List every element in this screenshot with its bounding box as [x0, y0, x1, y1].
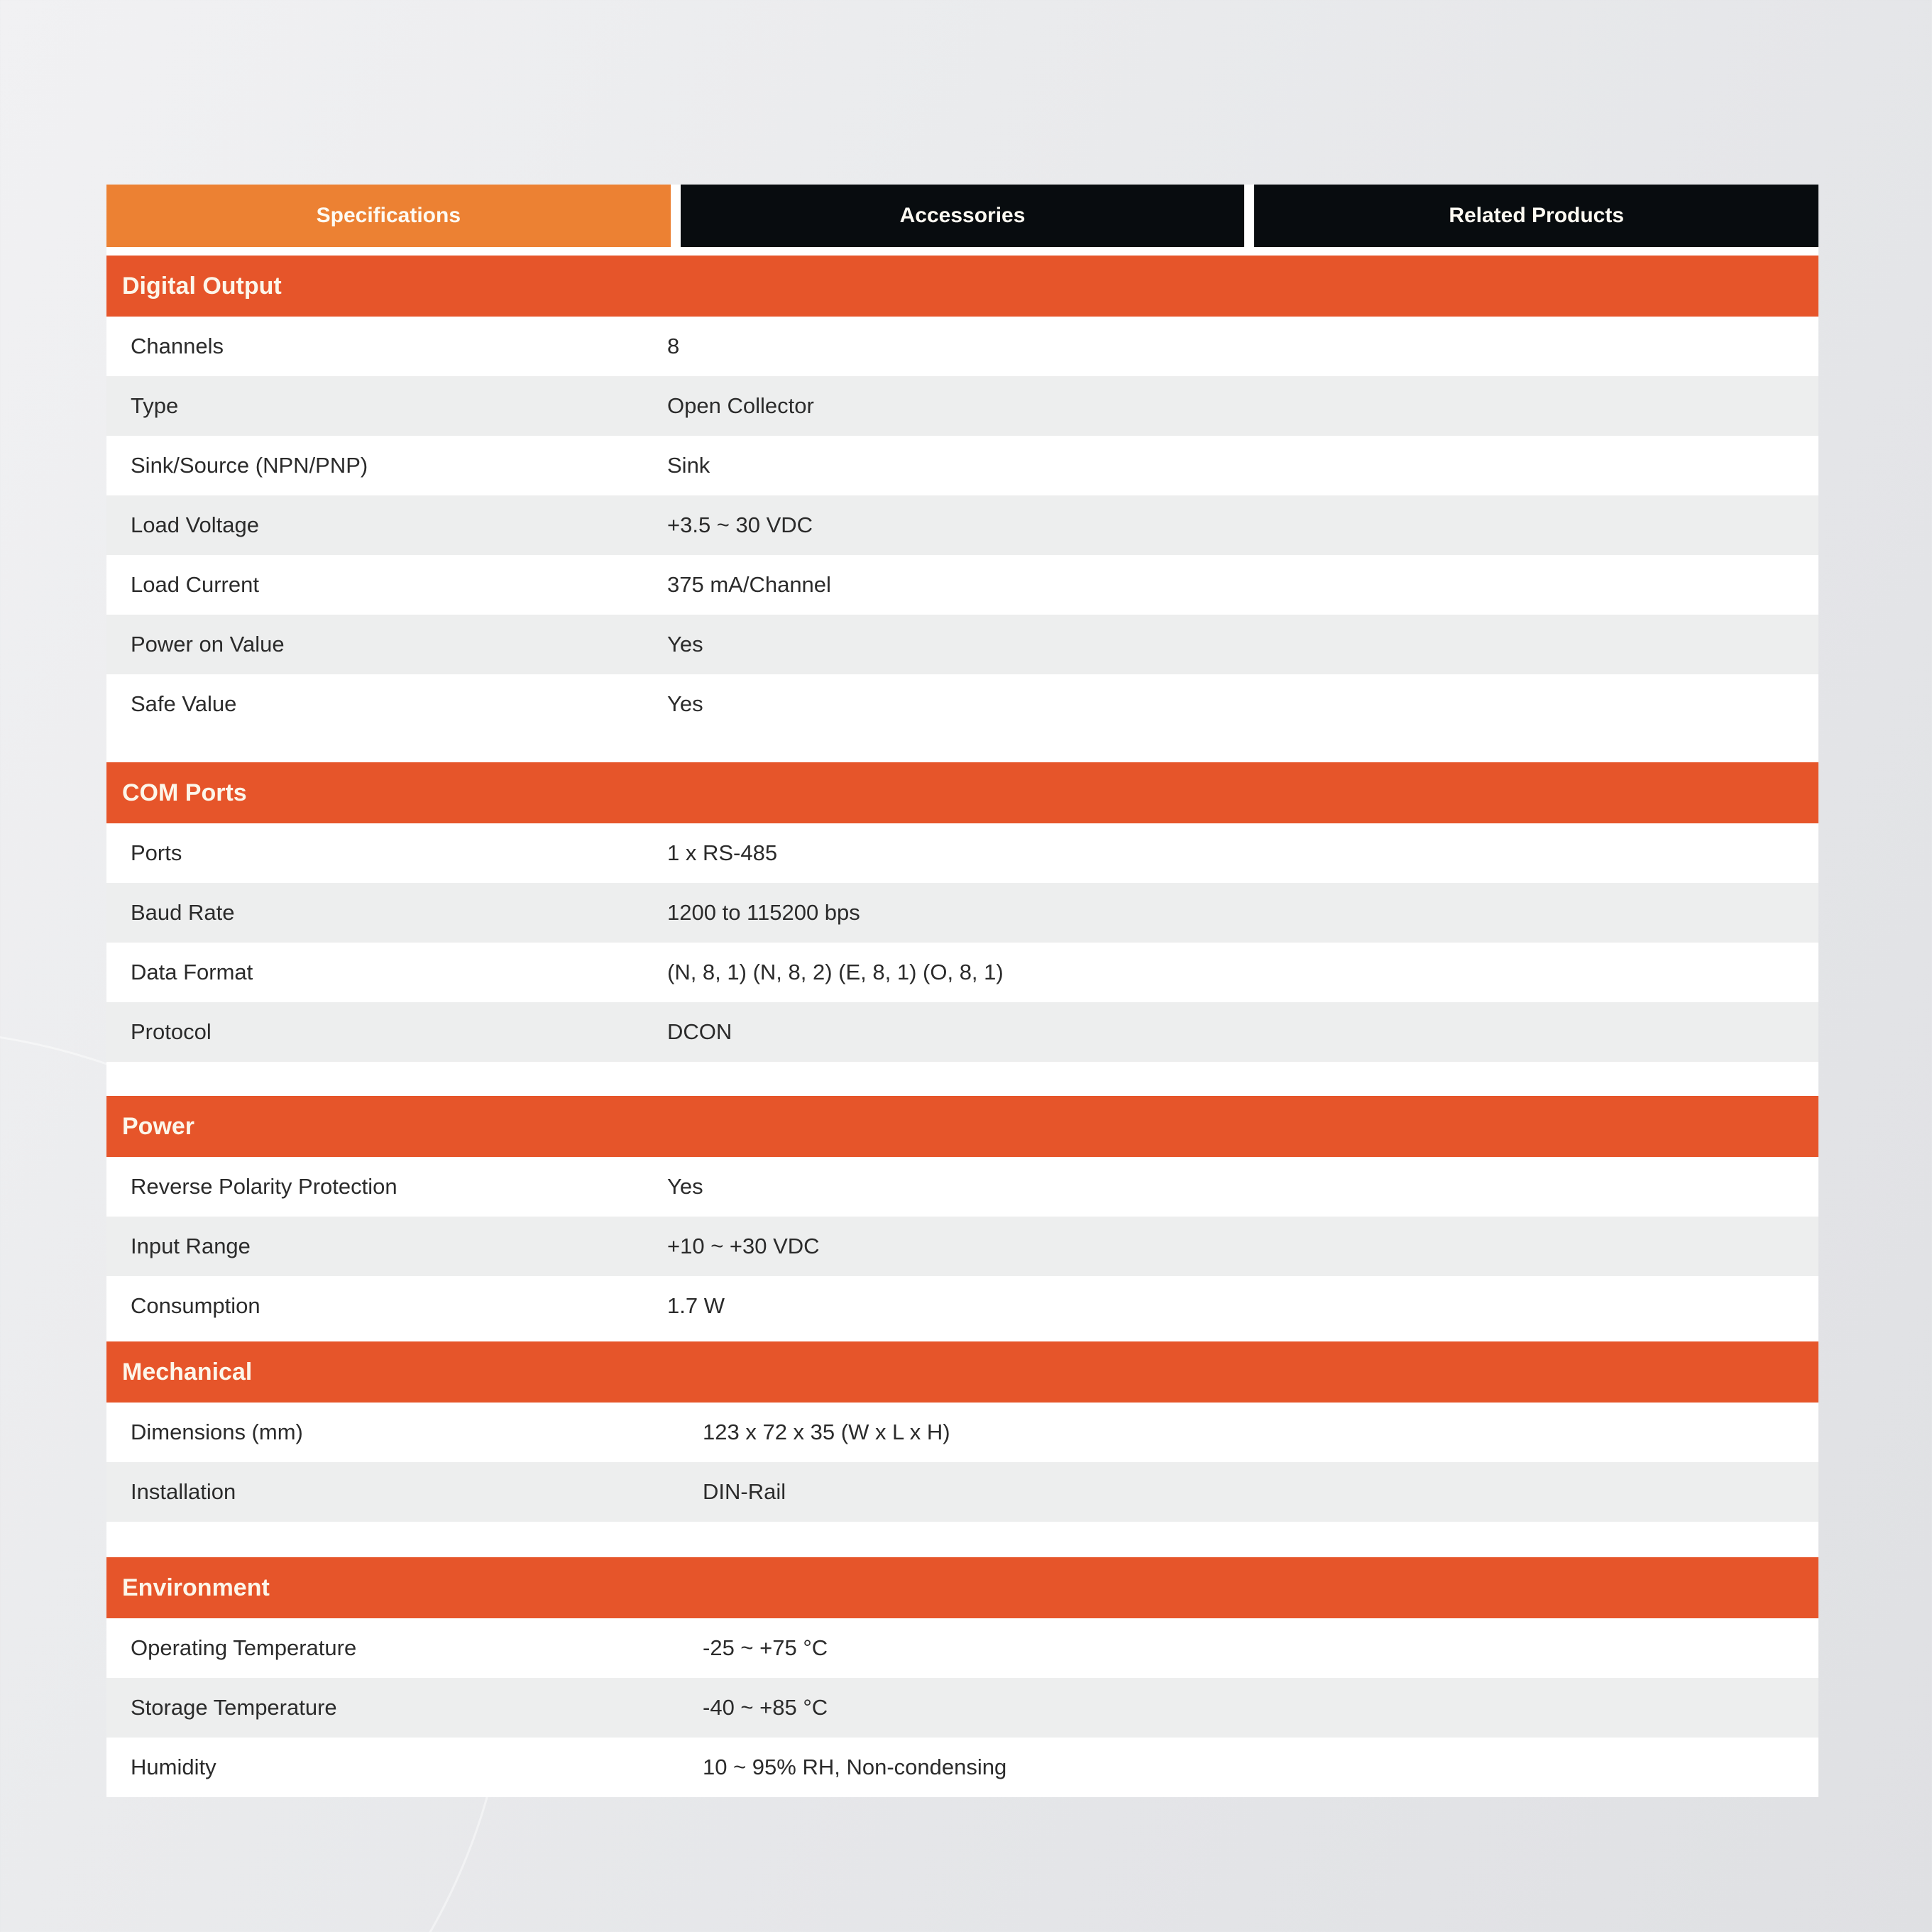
section-com-ports	[106, 762, 1818, 1062]
spec-label: Consumption	[131, 1293, 260, 1318]
spec-value: 1.7 W	[667, 1293, 725, 1318]
spec-label: Reverse Polarity Protection	[131, 1174, 397, 1199]
section-power	[106, 1096, 1818, 1336]
spec-row-safe-value	[106, 674, 1818, 734]
spec-label: Humidity	[131, 1755, 216, 1779]
spec-value: -40 ~ +85 °C	[703, 1695, 828, 1720]
section-header-environment: Environment	[106, 1557, 1818, 1618]
spec-value: 8	[667, 334, 680, 358]
spec-row-baud-rate	[106, 883, 1818, 943]
spec-label: Input Range	[131, 1234, 251, 1258]
spec-label: Baud Rate	[131, 900, 235, 925]
spec-value: Yes	[667, 691, 703, 716]
section-mechanical	[106, 1341, 1818, 1522]
spec-row-consumption	[106, 1276, 1818, 1336]
section-header-power: Power	[106, 1096, 1818, 1157]
spec-label: Power on Value	[131, 632, 285, 657]
section-header-digital-output: Digital Output	[106, 256, 1818, 317]
spec-value: Sink	[667, 453, 710, 478]
spec-row-load-voltage	[106, 495, 1818, 555]
section-environment	[106, 1557, 1818, 1797]
spec-label: Data Format	[131, 960, 253, 984]
spec-value: 1200 to 115200 bps	[667, 900, 860, 925]
spec-label: Sink/Source (NPN/PNP)	[131, 453, 368, 478]
spec-value: +10 ~ +30 VDC	[667, 1234, 820, 1258]
spec-label: Protocol	[131, 1019, 212, 1044]
spec-value: +3.5 ~ 30 VDC	[667, 512, 813, 537]
spec-value: 10 ~ 95% RH, Non-condensing	[703, 1755, 1007, 1779]
spec-value: 375 mA/Channel	[667, 572, 831, 597]
spec-value: DIN-Rail	[703, 1479, 786, 1504]
spec-row-humidity	[106, 1738, 1818, 1797]
spec-label: Dimensions (mm)	[131, 1420, 303, 1444]
section-digital-output	[106, 256, 1818, 734]
tab-bar	[106, 185, 1818, 247]
spec-row-power-on-value	[106, 615, 1818, 674]
section-header-com-ports: COM Ports	[106, 762, 1818, 823]
tab-accessories[interactable]: Accessories	[681, 185, 1245, 247]
spec-row-ports	[106, 823, 1818, 883]
spec-label: Type	[131, 393, 179, 418]
spec-row-dimensions-mm	[106, 1403, 1818, 1462]
spec-row-input-range	[106, 1217, 1818, 1276]
spec-label: Load Voltage	[131, 512, 260, 537]
spec-label: Load Current	[131, 572, 259, 597]
spec-label: Ports	[131, 840, 182, 865]
spec-row-protocol	[106, 1002, 1818, 1062]
spec-value: Yes	[667, 632, 703, 657]
spec-card	[106, 185, 1818, 1797]
tab-specifications[interactable]: Specifications	[106, 185, 671, 247]
spec-row-load-current	[106, 555, 1818, 615]
spec-row-data-format	[106, 943, 1818, 1002]
spec-label: Storage Temperature	[131, 1695, 337, 1720]
tab-related-products[interactable]: Related Products	[1254, 185, 1818, 247]
spec-row-operating-temperature	[106, 1618, 1818, 1678]
spec-row-reverse-polarity-protection	[106, 1157, 1818, 1217]
spec-value: (N, 8, 1) (N, 8, 2) (E, 8, 1) (O, 8, 1)	[667, 960, 1004, 984]
spec-row-sink-source-npn-pnp	[106, 436, 1818, 495]
spec-row-channels	[106, 317, 1818, 376]
spec-row-type	[106, 376, 1818, 436]
section-header-mechanical: Mechanical	[106, 1341, 1818, 1403]
spec-label: Installation	[131, 1479, 236, 1504]
spec-row-installation	[106, 1462, 1818, 1522]
spec-value: Yes	[667, 1174, 703, 1199]
spec-label: Safe Value	[131, 691, 237, 716]
spec-label: Channels	[131, 334, 224, 358]
spec-value: -25 ~ +75 °C	[703, 1635, 828, 1660]
spec-row-storage-temperature	[106, 1678, 1818, 1738]
spec-value: DCON	[667, 1019, 732, 1044]
spec-value: Open Collector	[667, 393, 814, 418]
spec-value: 1 x RS-485	[667, 840, 778, 865]
spec-label: Operating Temperature	[131, 1635, 357, 1660]
spec-value: 123 x 72 x 35 (W x L x H)	[703, 1420, 950, 1444]
spec-sections	[106, 256, 1818, 1797]
